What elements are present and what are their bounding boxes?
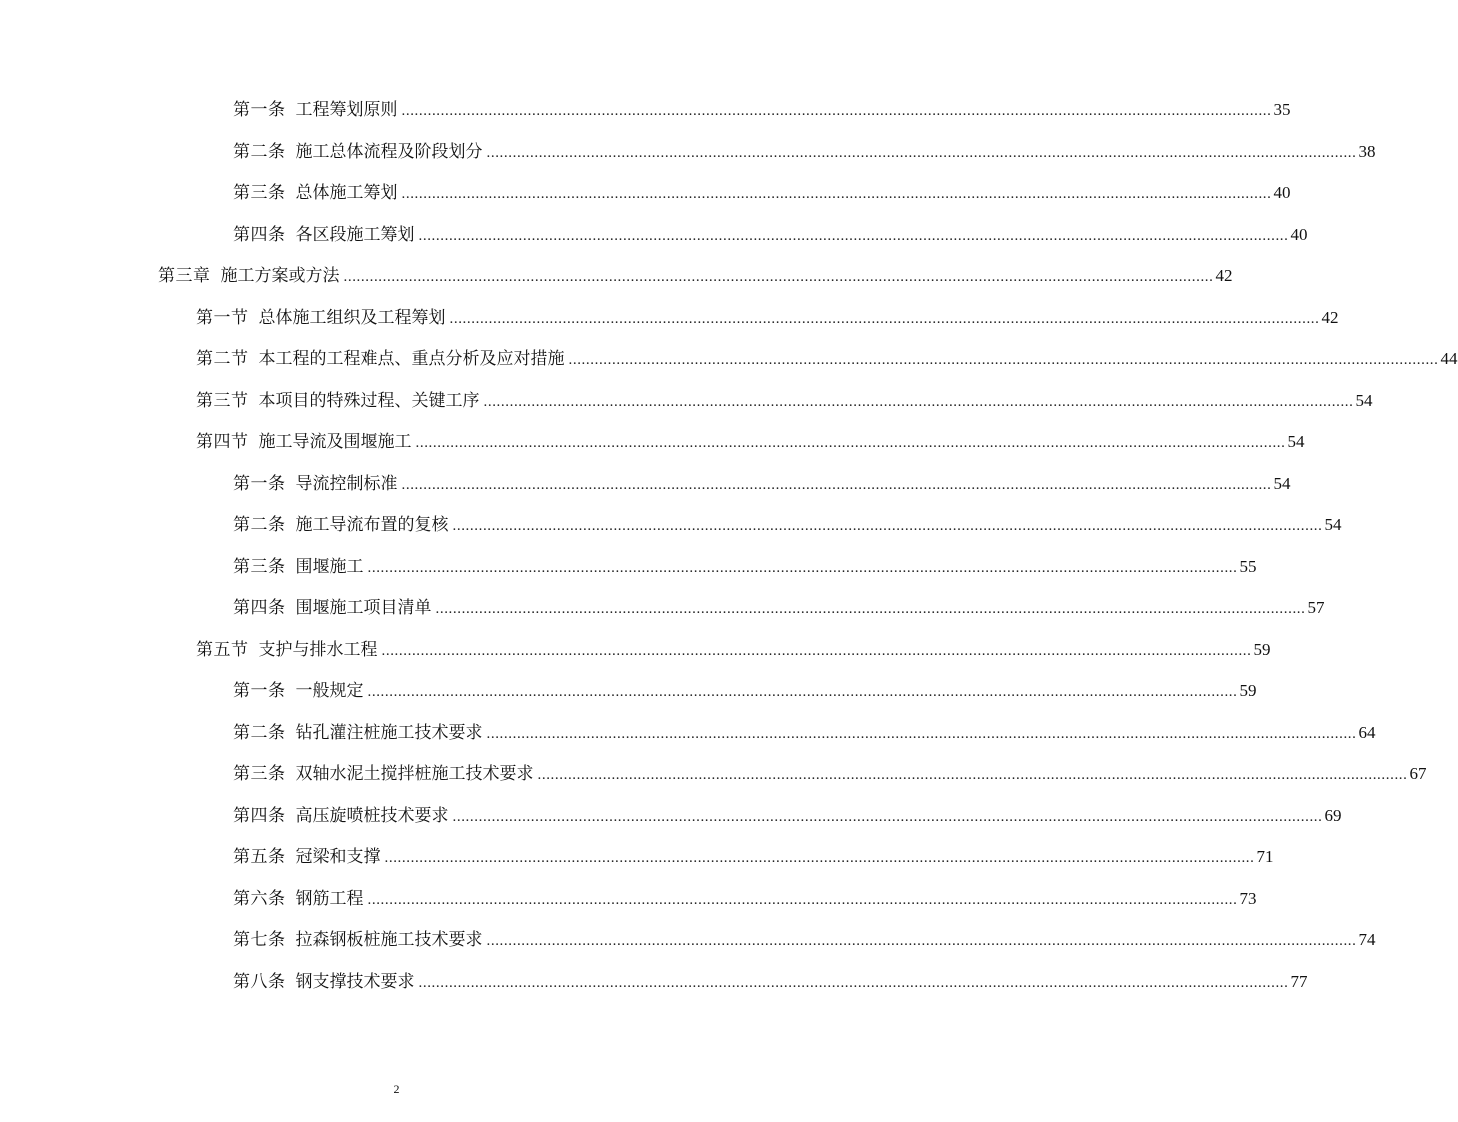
- toc-entry[interactable]: [196, 388, 1373, 414]
- toc-entry-title: 工程筹划原则: [295, 100, 398, 120]
- toc-entry-page: 59: [1253, 639, 1271, 659]
- toc-entry-page: 38: [1358, 141, 1376, 161]
- toc-entry-title: 双轴水泥土搅拌桩施工技术要求: [295, 764, 534, 784]
- toc-dot-leader: ........................................................................................................................................................................................................: [418, 974, 1289, 991]
- toc-entry-number: 第四条: [233, 598, 286, 618]
- toc-entry-number: 第一节: [196, 307, 249, 328]
- toc-entry-title: 钢支撑技术要求: [295, 971, 415, 992]
- toc-entry-page: 64: [1358, 722, 1376, 742]
- toc-entry-number: 第七条: [233, 930, 286, 950]
- toc-entry-page: 77: [1290, 971, 1308, 991]
- toc-dot-leader: ........................................................................................................................................................................................................: [367, 891, 1238, 908]
- page-number: 2: [393, 1082, 400, 1096]
- toc-entry-title: 钢筋工程: [295, 888, 364, 909]
- toc-entry-number: 第四节: [196, 432, 249, 452]
- toc-entry-title: 本工程的工程难点、重点分析及应对措施: [258, 349, 565, 369]
- toc-entry[interactable]: [233, 554, 1257, 580]
- toc-entry-title: 支护与排水工程: [258, 639, 378, 660]
- toc-entry-page: 40: [1273, 183, 1291, 202]
- toc-entry-number: 第二条: [233, 515, 286, 535]
- toc-dot-leader: ........................................................................................................................................................................................................: [384, 850, 1255, 866]
- toc-entry-page: 54: [1273, 473, 1291, 493]
- toc-entry-page: 73: [1239, 888, 1257, 908]
- toc-entry[interactable]: [233, 595, 1325, 621]
- toc-dot-leader: ........................................................................................................................................................................................................: [415, 435, 1286, 451]
- toc-dot-leader: ........................................................................................................................................................................................................: [486, 933, 1357, 949]
- toc-entry[interactable]: [196, 346, 1458, 372]
- toc-entry-page: 69: [1324, 805, 1342, 825]
- toc-entry-page: 54: [1324, 515, 1342, 534]
- toc-entry[interactable]: [233, 180, 1291, 206]
- toc-entry[interactable]: [233, 803, 1342, 829]
- toc-entry-title: 施工总体流程及阶段划分: [295, 141, 483, 162]
- toc-dot-leader: ........................................................................................................................................................................................................: [381, 642, 1252, 659]
- toc-entry-number: 第二条: [233, 722, 286, 743]
- toc-entry-page: 35: [1273, 100, 1291, 119]
- toc-entry-page: 67: [1409, 764, 1427, 783]
- toc-entry-number: 第三条: [233, 556, 286, 577]
- toc-entry-number: 第二条: [233, 141, 286, 162]
- toc-dot-leader: ........................................................................................................................................................................................................: [401, 186, 1272, 202]
- toc-entry-number: 第一条: [233, 473, 286, 494]
- toc-entry-page: 59: [1239, 681, 1257, 700]
- toc-dot-leader: ........................................................................................................................................................................................................: [449, 310, 1320, 327]
- toc-entry[interactable]: [233, 222, 1308, 248]
- toc-entry-title: 施工导流及围堰施工: [258, 432, 412, 452]
- toc-entry-page: 57: [1307, 598, 1325, 617]
- toc-dot-leader: ........................................................................................................................................................................................................: [486, 725, 1357, 742]
- toc-entry[interactable]: [233, 720, 1376, 746]
- toc-entry-title: 围堰施工: [295, 556, 364, 577]
- toc-entry-page: 74: [1358, 930, 1376, 949]
- toc-dot-leader: ........................................................................................................................................................................................................: [435, 601, 1306, 617]
- toc-dot-leader: ........................................................................................................................................................................................................: [401, 103, 1272, 119]
- toc-dot-leader: ........................................................................................................................................................................................................: [401, 476, 1272, 493]
- toc-entry-page: 44: [1440, 349, 1458, 368]
- toc-entry-page: 54: [1287, 432, 1305, 451]
- toc-entry[interactable]: [233, 927, 1376, 953]
- toc-entry[interactable]: [233, 512, 1342, 538]
- toc-entry-number: 第三章: [158, 266, 211, 286]
- toc-entry-number: 第八条: [233, 971, 286, 992]
- toc-dot-leader: ........................................................................................................................................................................................................: [537, 767, 1408, 783]
- toc-dot-leader: ........................................................................................................................................................................................................: [418, 227, 1289, 244]
- toc-entry-page: 42: [1215, 266, 1233, 285]
- toc-dot-leader: ........................................................................................................................................................................................................: [452, 808, 1323, 825]
- toc-entry-page: 55: [1239, 556, 1257, 576]
- toc-entry[interactable]: [158, 263, 1233, 289]
- toc-entry-title: 拉森钢板桩施工技术要求: [295, 930, 483, 950]
- toc-dot-leader: ........................................................................................................................................................................................................: [483, 393, 1354, 410]
- toc-entry-page: 54: [1355, 390, 1373, 410]
- toc-entry-title: 本项目的特殊过程、关键工序: [258, 390, 480, 411]
- toc-entry-title: 导流控制标准: [295, 473, 398, 494]
- toc-entry-page: 71: [1256, 847, 1274, 866]
- toc-dot-leader: ........................................................................................................................................................................................................: [343, 269, 1214, 285]
- toc-entry-number: 第三条: [233, 183, 286, 203]
- toc-entry-title: 施工方案或方法: [220, 266, 340, 286]
- toc-entry-title: 总体施工筹划: [295, 183, 398, 203]
- toc-entry-number: 第一条: [233, 100, 286, 120]
- toc-entry-title: 冠梁和支撑: [295, 847, 381, 867]
- toc-entry[interactable]: [233, 969, 1308, 995]
- toc-dot-leader: ........................................................................................................................................................................................................: [367, 559, 1238, 576]
- toc-entry-title: 高压旋喷桩技术要求: [295, 805, 449, 826]
- toc-entry-number: 第三条: [233, 764, 286, 784]
- toc-entry[interactable]: [233, 139, 1376, 165]
- toc-entry[interactable]: [233, 886, 1257, 912]
- toc-entry[interactable]: [233, 471, 1291, 497]
- toc-entry[interactable]: [196, 637, 1271, 663]
- toc-entry-title: 一般规定: [295, 681, 364, 701]
- toc-dot-leader: ........................................................................................................................................................................................................: [568, 352, 1439, 368]
- toc-entry-number: 第一条: [233, 681, 286, 701]
- toc-dot-leader: ........................................................................................................................................................................................................: [367, 684, 1238, 700]
- toc-entry-title: 施工导流布置的复核: [295, 515, 449, 535]
- toc-entry[interactable]: [233, 678, 1257, 704]
- toc-entry-number: 第二节: [196, 349, 249, 369]
- toc-entry[interactable]: [196, 305, 1339, 331]
- toc-entry[interactable]: [233, 97, 1291, 123]
- toc-entry-number: 第四条: [233, 224, 286, 245]
- toc-entry[interactable]: [233, 844, 1274, 870]
- toc-entry-page: 40: [1290, 224, 1308, 244]
- toc-entry-number: 第五条: [233, 847, 286, 867]
- toc-dot-leader: ........................................................................................................................................................................................................: [486, 144, 1357, 161]
- toc-entry-title: 钻孔灌注桩施工技术要求: [295, 722, 483, 743]
- toc-entry[interactable]: [196, 429, 1305, 455]
- toc-entry-number: 第三节: [196, 390, 249, 411]
- toc-dot-leader: ........................................................................................................................................................................................................: [452, 518, 1323, 534]
- toc-entry-title: 各区段施工筹划: [295, 224, 415, 245]
- toc-entry-number: 第四条: [233, 805, 286, 826]
- toc-entry-title: 围堰施工项目清单: [295, 598, 432, 618]
- toc-entry-number: 第五节: [196, 639, 249, 660]
- toc-entry-number: 第六条: [233, 888, 286, 909]
- toc-entry[interactable]: [233, 761, 1427, 787]
- toc-entry-page: 42: [1321, 307, 1339, 327]
- toc-entry-title: 总体施工组织及工程筹划: [258, 307, 446, 328]
